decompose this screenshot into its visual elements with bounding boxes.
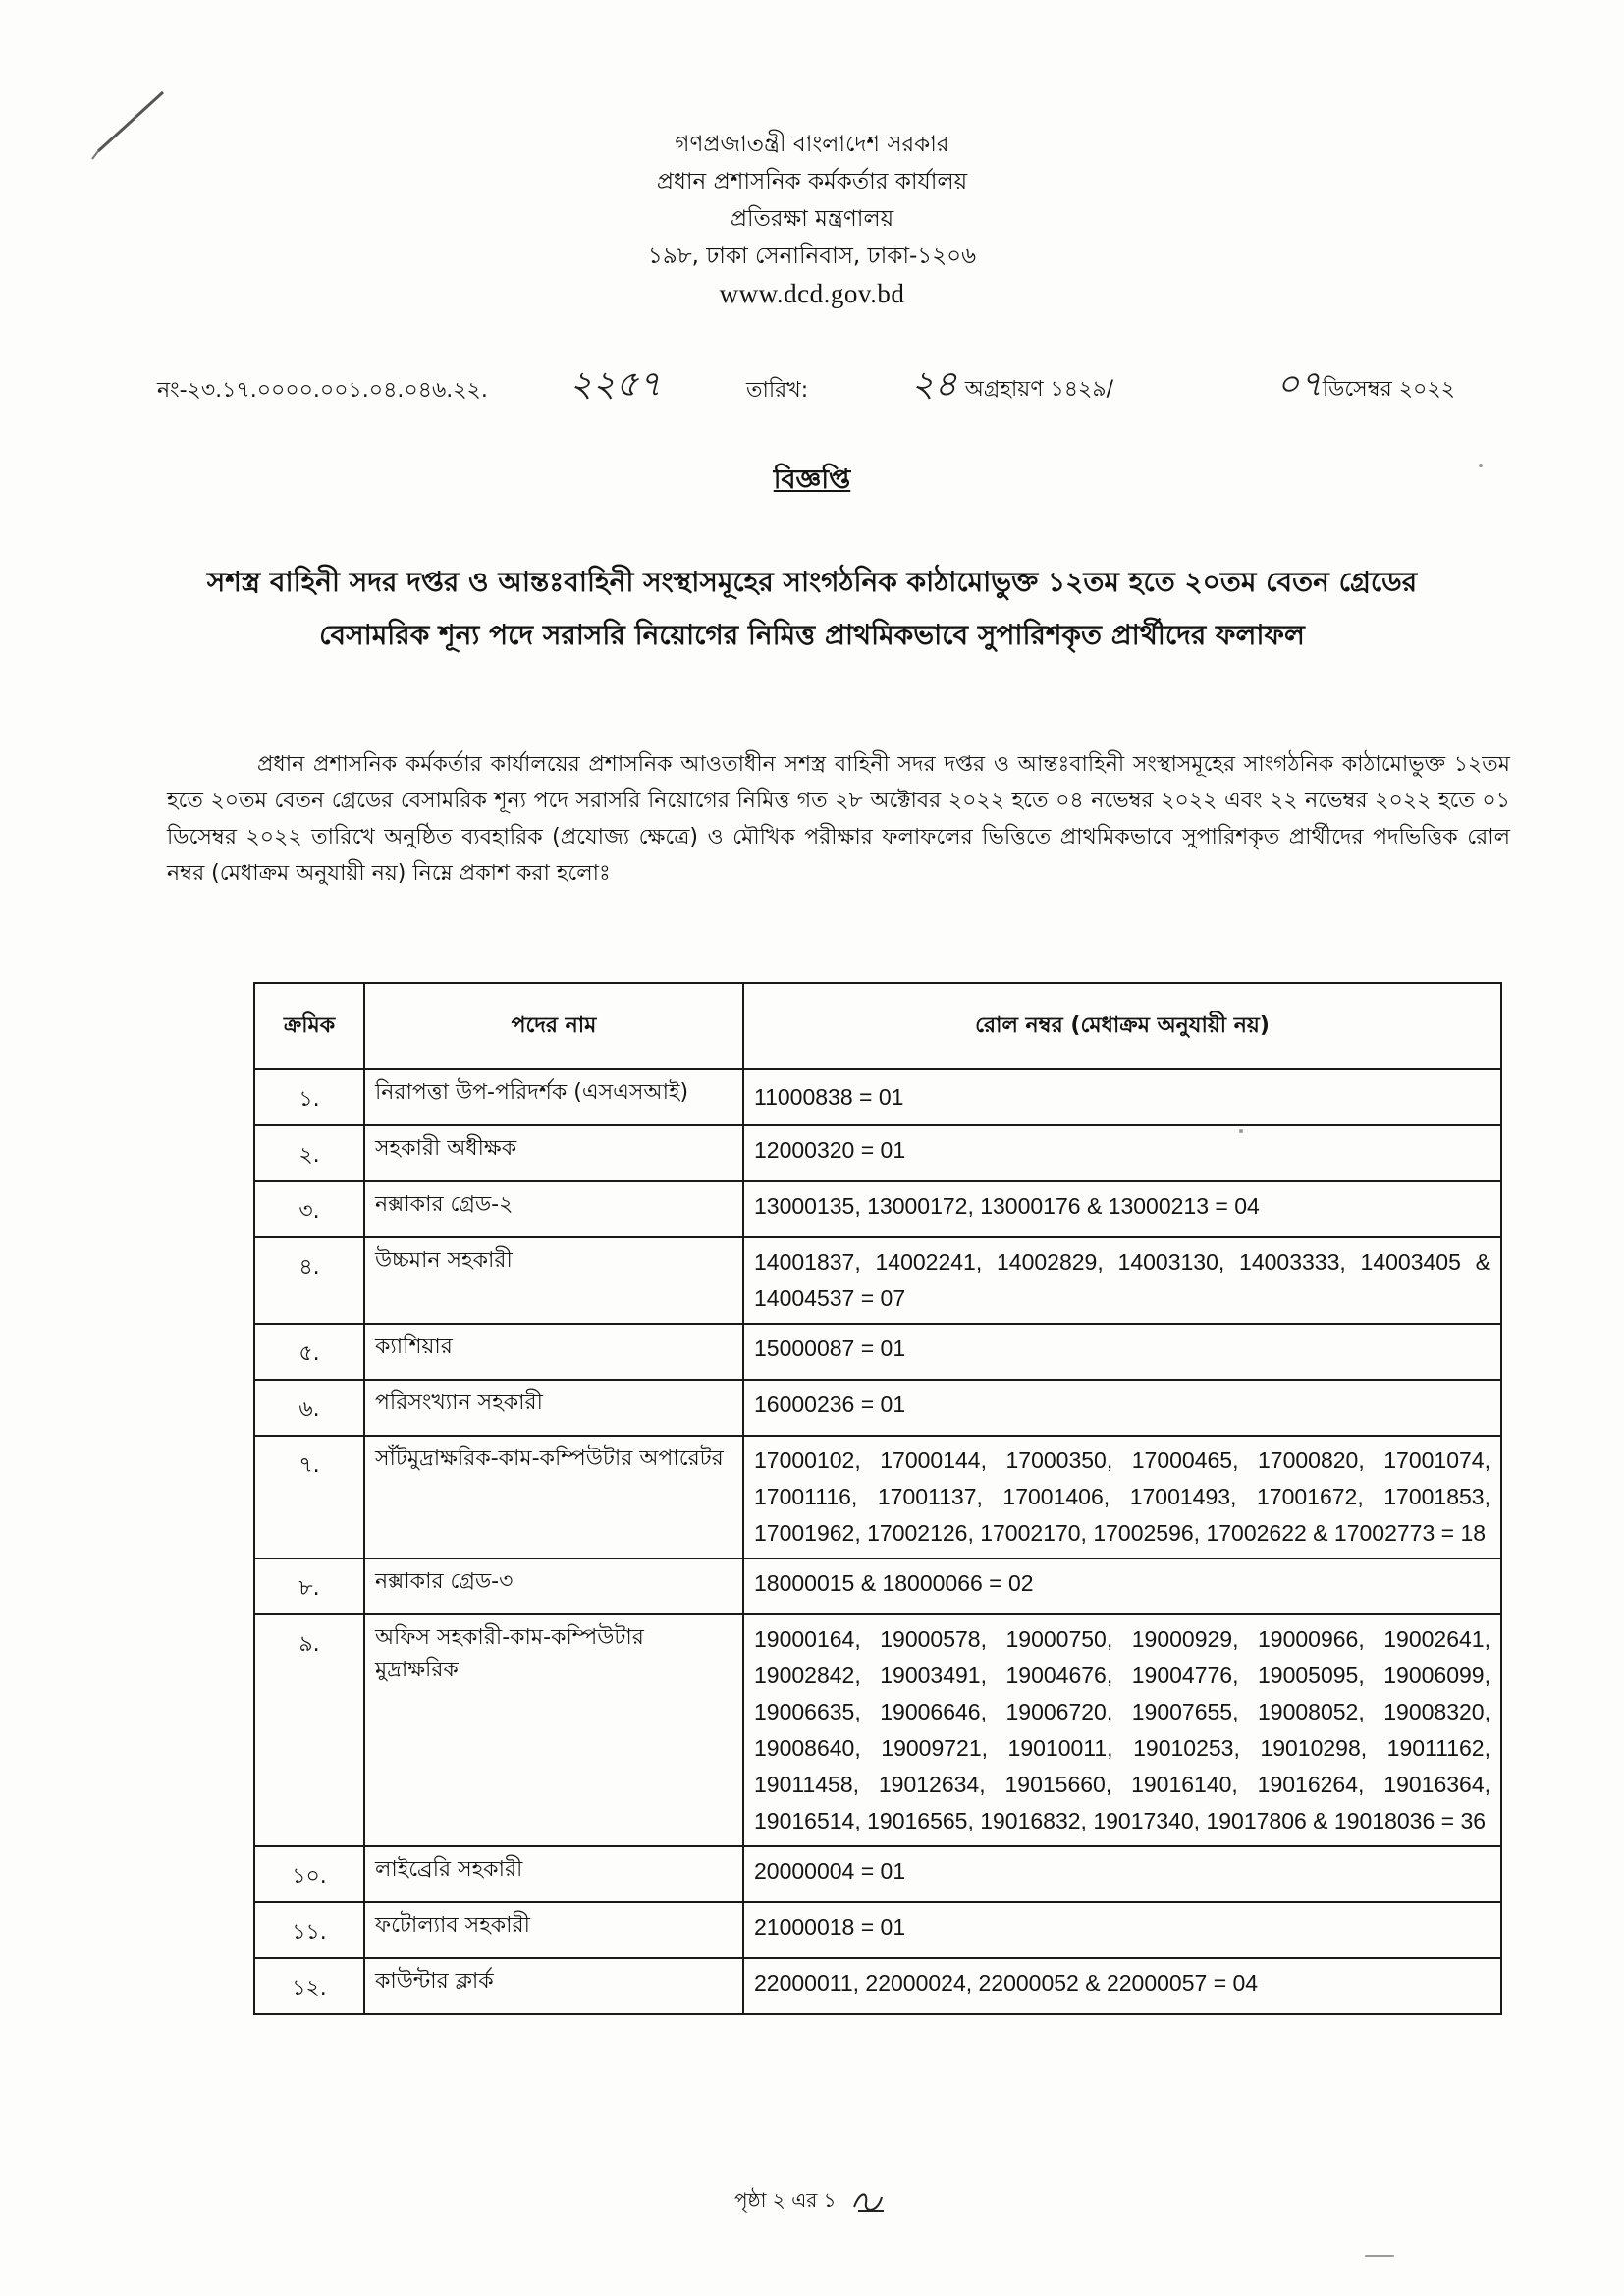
row-serial: ৯. (254, 1614, 364, 1846)
table-row (254, 1324, 1501, 1380)
row-serial: ৬. (254, 1380, 364, 1436)
bangla-day-handwritten: ২৪ (911, 364, 957, 405)
row-post-name: ক্যাশিয়ার (364, 1324, 743, 1380)
table-row (254, 1069, 1501, 1125)
scan-speck (1479, 464, 1483, 467)
row-serial: ৭. (254, 1436, 364, 1558)
row-post-name: নক্সাকার গ্রেড-৩ (364, 1558, 743, 1614)
row-serial: ৩. (254, 1181, 364, 1237)
row-serial: ১. (254, 1069, 364, 1125)
english-day-handwritten: ০৭ (1276, 364, 1323, 405)
table-row (254, 1902, 1501, 1958)
row-serial: ৮. (254, 1558, 364, 1614)
english-month-year: ডিসেম্বর ২০২২ (1322, 377, 1455, 402)
letterhead-government: গণপ্রজাতন্ত্রী বাংলাদেশ সরকার (675, 132, 949, 157)
row-roll-numbers: 20000004 = 01 (743, 1846, 1501, 1902)
row-serial: ২. (254, 1125, 364, 1181)
row-post-name: কাউন্টার ক্লার্ক (364, 1958, 743, 2014)
header-post-name: পদের নাম (364, 983, 743, 1069)
table-row (254, 1181, 1501, 1237)
table-row (254, 1380, 1501, 1436)
initials-signature (850, 2187, 890, 2216)
notice-heading: বিজ্ঞপ্তি (773, 465, 851, 495)
english-date (1276, 357, 1455, 416)
letterhead-address: ১৯৮, ঢাকা সেনানিবাস, ঢাকা-১২০৬ (647, 244, 977, 269)
table-row (254, 1558, 1501, 1614)
letterhead-ministry: প্রতিরক্ষা মন্ত্রণালয় (730, 206, 894, 232)
row-roll-numbers: 11000838 = 01 (743, 1069, 1501, 1125)
notice-body: প্রধান প্রশাসনিক কর্মকর্তার কার্যালয়ের প্রশাসনিক আওতাধীন সশস্ত্র বাহিনী সদর দপ্তর ও আন্তঃবাহিনী সংস্থাসমূহের সাংগঠনিক কাঠামোভুক্ত ১২তম হতে ২০তম বেতন গ্রেডের বেসামরিক শূন্য পদে সরাসরি নিয়োগের নিমিত্ত গত ২৮ অক্টোবর ২০২২ হতে ০৪ নভেম্বর ২০২২ এবং ২২ নভেম্বর ২০২২ হতে ০১ ডিসেম্বর ২০২২ তারিখে অনুষ্ঠিত ব্যবহারিক (প্রযোজ্য ক্ষেত্রে) ও মৌখিক পরীক্ষার ফলাফলের ভিত্তিতে প্রাথমিকভাবে সুপারিশকৃত প্রার্থীদের পদভিত্তিক রোল নম্বর (মেধাক্রম অনুযায়ী নয়) নিম্নে প্রকাশ করা হলোঃ (167, 752, 1510, 886)
scan-speck (1239, 1129, 1243, 1133)
row-serial: ৫. (254, 1324, 364, 1380)
row-post-name: নিরাপত্তা উপ-পরিদর্শক (এসএসআই) (364, 1069, 743, 1125)
row-roll-numbers: 19000164, 19000578, 19000750, 19000929, 19000966, 19002641, 19002842, 19003491, 19004676, 19004776, 19005095, 19006099, 19006635, 19006646, 19006720, 19007655, 19008052, 19008320, 19008640, 19009721, 19010011, 19010253, 19010298, 19011162, 19011458, 19012634, 19015660, 19016140, 19016264, 19016364, 19016514, 19016565, 19016832, 19017340, 19017806 & 19018036 = 36 (743, 1614, 1501, 1846)
row-post-name: অফিস সহকারী-কাম-কম্পিউটার মুদ্রাক্ষরিক (364, 1614, 743, 1846)
row-roll-numbers: 14001837, 14002241, 14002829, 14003130, 14003333, 14003405 & 14004537 = 07 (743, 1237, 1501, 1324)
row-roll-numbers: 15000087 = 01 (743, 1324, 1501, 1380)
row-post-name: উচ্চমান সহকারী (364, 1237, 743, 1324)
row-post-name: ফটোল্যাব সহকারী (364, 1902, 743, 1958)
letterhead-website: www.dcd.gov.bd (719, 279, 905, 308)
row-post-name: পরিসংখ্যান সহকারী (364, 1380, 743, 1436)
letterhead (0, 126, 1624, 312)
row-post-name: সাঁটমুদ্রাক্ষরিক-কাম-কম্পিউটার অপারেটর (364, 1436, 743, 1558)
row-roll-numbers: 17000102, 17000144, 17000350, 17000465, 17000820, 17001074, 17001116, 17001137, 17001406, 17001493, 17001672, 17001853, 17001962, 17002126, 17002170, 17002596, 17002622 & 17002773 = 18 (743, 1436, 1501, 1558)
row-roll-numbers: 18000015 & 18000066 = 02 (743, 1558, 1501, 1614)
table-row (254, 1237, 1501, 1324)
row-post-name: সহকারী অধীক্ষক (364, 1125, 743, 1181)
results-table (253, 982, 1502, 2015)
table-row (254, 1614, 1501, 1846)
table-row (254, 1436, 1501, 1558)
row-post-name: লাইব্রেরি সহকারী (364, 1846, 743, 1902)
row-serial: ১১. (254, 1902, 364, 1958)
row-serial: ১২. (254, 1958, 364, 2014)
page-footer (0, 2186, 1624, 2218)
row-post-name: নক্সাকার গ্রেড-২ (364, 1181, 743, 1237)
table-row (254, 1846, 1501, 1902)
letterhead-office: প্রধান প্রশাসনিক কর্মকর্তার কার্যালয় (656, 169, 968, 194)
row-roll-numbers: 21000018 = 01 (743, 1902, 1501, 1958)
bangla-month-year: অগ্রহায়ণ ১৪২৯/ (964, 377, 1114, 402)
header-roll-numbers: রোল নম্বর (মেধাক্রম অনুযায়ী নয়) (743, 983, 1501, 1069)
row-roll-numbers: 13000135, 13000172, 13000176 & 13000213 = 04 (743, 1181, 1501, 1237)
row-roll-numbers: 12000320 = 01 (743, 1125, 1501, 1181)
row-serial: ১০. (254, 1846, 364, 1902)
table-row (254, 1125, 1501, 1181)
row-serial: ৪. (254, 1237, 364, 1324)
memo-number: নং-২৩.১৭.০০০০.০০১.০৪.০৪৬.২২. (157, 378, 488, 403)
scan-speck (1365, 2255, 1394, 2257)
bangla-date (911, 357, 1113, 416)
table-row (254, 1958, 1501, 2014)
memo-handwritten-number: ২২৫৭ (569, 364, 662, 405)
table-header-row (254, 983, 1501, 1069)
row-roll-numbers: 16000236 = 01 (743, 1380, 1501, 1436)
row-roll-numbers: 22000011, 22000024, 22000052 & 22000057 = 04 (743, 1958, 1501, 2014)
notice-title: সশস্ত্র বাহিনী সদর দপ্তর ও আন্তঃবাহিনী সংস্থাসমূহের সাংগঠনিক কাঠামোভুক্ত ১২তম হতে ২০তম বেতন গ্রেডের বেসামরিক শূন্য পদে সরাসরি নিয়োগের নিমিত্ত প্রাথমিকভাবে সুপারিশকৃত প্রার্থীদের ফলাফল (206, 566, 1418, 651)
page-number: পৃষ্ঠা ২ এর ১ (733, 2188, 837, 2212)
date-label: তারিখ: (746, 378, 809, 403)
header-serial: ক্রমিক (254, 983, 364, 1069)
